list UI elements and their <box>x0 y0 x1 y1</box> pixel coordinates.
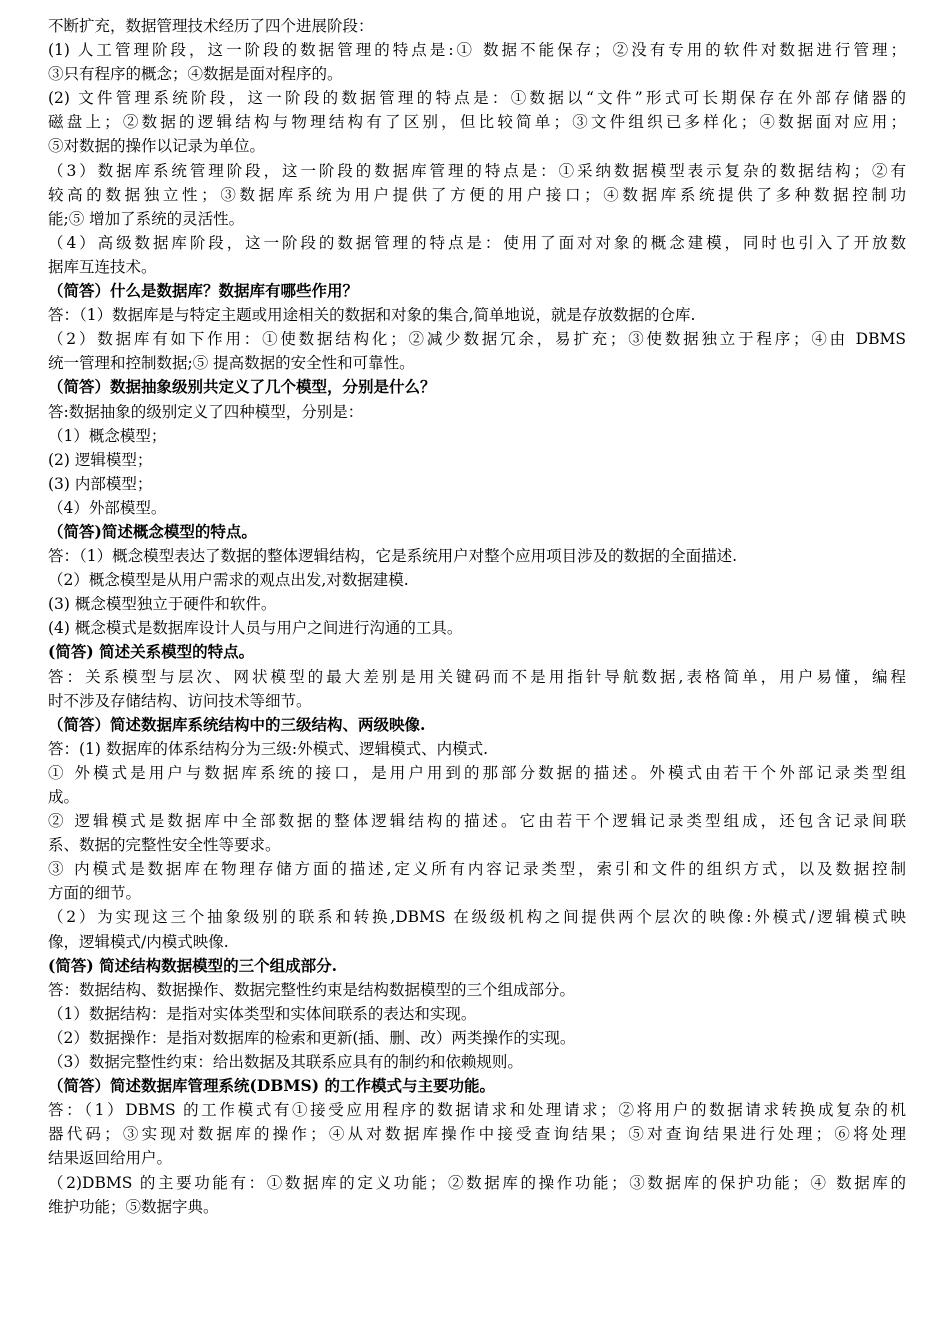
text-line: （1）概念模型； <box>48 426 167 445</box>
text-line: （4）高级数据库阶段，这一阶段的数据管理的特点是：使用了面对对象的概念建模，同时也引入了开放数 <box>48 233 906 252</box>
text-line: （2）概念模型是从用户需求的观点出发,对数据建模. <box>48 571 409 590</box>
text-line: （2)DBMS 的主要功能有：①数据库的定义功能；②数据库的操作功能；③数据库的保护功能；④ 数据库的 <box>48 1173 906 1192</box>
text-line: 时不涉及存储结构、访问技术等细节。 <box>48 691 312 710</box>
text-line: (3) 内部模型； <box>48 474 153 493</box>
question-heading: （简答）简述数据库系统结构中的三级结构、两级映像. <box>48 714 426 734</box>
question-heading: （简答）数据抽象级别共定义了几个模型，分别是什么？ <box>48 377 436 397</box>
question-heading: （简答）简述数据库管理系统(DBMS) 的工作模式与主要功能。 <box>48 1076 495 1096</box>
text-line: （2）数据库有如下作用：①使数据结构化；②减少数据冗余，易扩充；③使数据独立于程序；④由 DBMS <box>48 330 906 349</box>
text-line: (1) 人工管理阶段，这一阶段的数据管理的特点是:① 数据不能保存；②没有专用的软件对数据进行管理； <box>48 41 906 60</box>
text-line: (4) 概念模式是数据库设计人员与用户之间进行沟通的工具。 <box>48 619 463 638</box>
text-line: 方面的细节。 <box>48 884 142 903</box>
text-line: 器代码；③实现对数据库的操作；④从对数据库操作中接受查询结果；⑤对查询结果进行处理；⑥将处理 <box>48 1125 906 1144</box>
text-line: 像，逻辑模式/内模式映像. <box>48 932 229 951</box>
text-line: 统一管理和控制数据;⑤ 提高数据的安全性和可靠性。 <box>48 354 415 373</box>
text-line: 答：(1) 数据库的体系结构分为三级:外模式、逻辑模式、内模式. <box>48 739 489 758</box>
text-line: 成。 <box>48 788 80 806</box>
question-heading: (简答) 简述关系模型的特点。 <box>48 642 255 662</box>
text-line: 答：（1）DBMS 的工作模式有①接受应用程序的数据请求和处理请求；②将用户的数据请求转换成复杂的机 <box>48 1101 906 1120</box>
text-line: ③只有程序的概念；④数据是面对程序的。 <box>48 65 343 84</box>
text-line: （3）数据库系统管理阶段，这一阶段的数据库管理的特点是：①采纳数据模型表示复杂的数据结构；②有 <box>48 161 906 180</box>
question-heading: （简答)简述概念模型的特点。 <box>48 521 257 541</box>
text-line: （2）为实现这三个抽象级别的联系和转换,DBMS 在级级机构之间提供两个层次的映像:外模式/逻辑模式映 <box>48 908 906 927</box>
text-line: (3) 概念模型独立于硬件和软件。 <box>48 595 277 614</box>
text-line: ① 外模式是用户与数据库系统的接口，是用户用到的那部分数据的描述。外模式由若干个外部记录类型组 <box>48 763 906 782</box>
text-line: 不断扩充，数据管理技术经历了四个进展阶段： <box>48 17 374 35</box>
text-line: 系、数据的完整性安全性等要求。 <box>48 836 281 855</box>
text-line: （2）数据操作：是指对数据库的检索和更新(插、删、改）两类操作的实现。 <box>48 1028 576 1047</box>
text-line: 能;⑤ 增加了系统的灵活性。 <box>48 209 245 228</box>
question-heading: （简答）什么是数据库？数据库有哪些作用？ <box>48 281 359 301</box>
text-line: （1）数据结构：是指对实体类型和实体间联系的表达和实现。 <box>48 1004 477 1023</box>
text-line: 答：（1）概念模型表达了数据的整体逻辑结构，它是系统用户对整个应用项目涉及的数据的全面描述. <box>48 547 738 566</box>
text-line: 结果返回给用户。 <box>48 1149 173 1168</box>
text-line: 据库互连技术。 <box>48 257 157 276</box>
text-line: 答：数据结构、数据操作、数据完整性约束是结构数据模型的三个组成部分。 <box>48 980 576 999</box>
text-line: 磁盘上；②数据的逻辑结构与物理结构有了区别，但比较简单；③文件组织已多样化；④数据面对应用； <box>48 113 906 132</box>
text-line: 维护功能；⑤数据字典。 <box>48 1197 219 1216</box>
text-line: ⑤对数据的操作以记录为单位。 <box>48 137 266 156</box>
text-line: ③ 内模式是数据库在物理存储方面的描述,定义所有内容记录类型，索引和文件的组织方式，以及数据控制 <box>48 860 906 879</box>
question-heading: (简答) 简述结构数据模型的三个组成部分. <box>48 955 337 975</box>
text-line: 较高的数据独立性；③数据库系统为用户提供了方便的用户接口；④数据库系统提供了多种数据控制功 <box>48 185 906 204</box>
text-line: （3）数据完整性约束：给出数据及其联系应具有的制约和依赖规则。 <box>48 1053 523 1072</box>
text-line: (2) 文件管理系统阶段，这一阶段的数据管理的特点是：①数据以“文件”形式可长期保存在外部存储器的 <box>48 89 906 108</box>
text-line: 答:数据抽象的级别定义了四种模型，分别是： <box>48 402 364 421</box>
text-line: ② 逻辑模式是数据库中全部数据的整体逻辑结构的描述。它由若干个逻辑记录类型组成，还包含记录间联 <box>48 812 906 831</box>
text-line: (2) 逻辑模型； <box>48 450 153 469</box>
text-line: 答：关系模型与层次、网状模型的最大差别是用关键码而不是用指针导航数据,表格简单，用户易懂，编程 <box>48 667 906 686</box>
text-line: 答：（1）数据库是与特定主题或用途相关的数据和对象的集合,简单地说，就是存放数据的仓库. <box>48 306 696 325</box>
text-line: （4）外部模型。 <box>48 498 167 517</box>
